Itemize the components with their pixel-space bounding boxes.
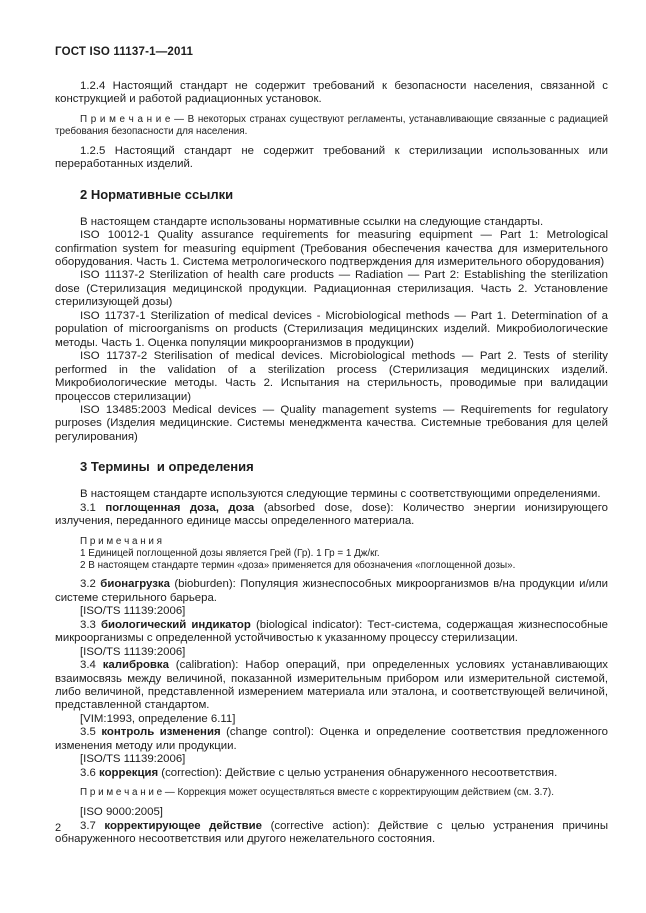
section-3-heading: 3 Термины и определения <box>80 459 254 475</box>
paragraph-1-2-4: 1.2.4 Настоящий стандарт не содержит требований к безопасности населения, связанной с конструкцией и работой радиационных установок. <box>55 80 608 106</box>
term-3-1-definition: (absorbed dose, dose): Количество энергии ионизирующего излучения, переданного единице массы определенного материала. <box>55 501 608 528</box>
paragraph-1-2-5: 1.2.5 Настоящий стандарт не содержит требований к стерилизации использованных или переработанных изделий. <box>55 144 608 171</box>
term-3-4 <box>55 659 608 713</box>
term-3-2-source: [ISO/TS 11139:2006] <box>80 605 186 618</box>
term-3-3-number: 3.3 <box>80 618 96 631</box>
term-3-4-label: калибровка <box>102 659 169 672</box>
term-3-1-label: поглощенная доза, доза <box>105 501 255 514</box>
note-1-2-4: П р и м е ч а н и е — В некоторых странах существуют регламенты, устанавливающие связанные с радиацией требования безопасности для населения. <box>55 113 608 137</box>
term-3-7-number: 3.7 <box>80 819 96 832</box>
term-3-5-source: [ISO/TS 11139:2006] <box>80 753 186 766</box>
term-3-7 <box>55 820 608 847</box>
note-item-1: 1 Единицей поглощенной дозы является Грей (Гр). 1 Гр = 1 Дж/кг. <box>80 547 380 559</box>
term-3-1-notes <box>55 536 608 572</box>
term-3-5-label: контроль изменения <box>101 726 221 739</box>
term-3-2-label: бионагрузка <box>100 578 170 591</box>
term-3-6 <box>55 767 608 780</box>
term-3-7-definition: (corrective action): Действие с целью устранения причины обнаруженного несоответствия или другого нежелательного состояния. <box>55 819 609 846</box>
section-3-intro: В настоящем стандарте используются следующие термины с соответствующими определениями. <box>80 488 601 501</box>
term-3-4-number: 3.4 <box>80 659 96 672</box>
term-3-2-number: 3.2 <box>80 578 96 591</box>
term-3-1-number: 3.1 <box>80 501 96 514</box>
reference-iso-11737-1: ISO 11737-1 Sterilization of medical devices - Microbiological methods — Part 1. Determination of a population of microorganisms on products (Стерилизация медицинских изделий. Микробиологические методы. Часть 1. Оценка популяции микроорганизмов в продукции) <box>55 309 608 349</box>
notes-title: П р и м е ч а н и я <box>80 535 163 547</box>
term-3-3-definition: (biological indicator): Тест-система, содержащая жизнеспособные микроорганизмы с определенной устойчивостью к указанному процессу стерилизации. <box>55 618 608 645</box>
term-3-6-label: коррекция <box>99 766 159 779</box>
reference-iso-10012-1: ISO 10012-1 Quality assurance requirements for measuring equipment — Part 1: Metrological confirmation system for measuring equipment (Требования обеспечения качества для измерительного оборудования. Часть 1. Система метрологического подтверждения для измерительного оборудования) <box>55 229 608 268</box>
term-3-3-label: биологический индикатор <box>100 618 251 631</box>
term-3-2-definition: (bioburden): Популяция жизнеспособных микроорганизмов в/на продукции и/или системе стерильного барьера. <box>55 578 608 604</box>
term-3-6-source: [ISO 9000:2005] <box>80 806 163 819</box>
section-2-heading: 2 Нормативные ссылки <box>80 186 234 202</box>
term-3-3-source: [ISO/TS 11139:2006] <box>80 645 186 658</box>
section-2-intro: В настоящем стандарте использованы нормативные ссылки на следующие стандарты. <box>80 215 544 228</box>
term-3-5 <box>55 726 608 753</box>
term-3-5-number: 3.5 <box>80 726 96 739</box>
term-3-6-definition: (correction): Действие с целью устранения обнаруженного несоответствия. <box>158 766 558 779</box>
term-3-3 <box>55 619 608 646</box>
reference-iso-11137-2: ISO 11137-2 Sterilization of health care products — Radiation — Part 2: Establishing the sterilization dose (Стерилизация медицинской продукции. Радиационная стерилизация. Часть 2. Установление стерилизующей дозы) <box>55 269 608 309</box>
term-3-1 <box>55 502 608 529</box>
term-3-2 <box>55 578 608 605</box>
note-3-6: П р и м е ч а н и е — Коррекция может осуществляться вместе с корректирующим действием (см. 3.7). <box>80 787 554 799</box>
term-3-7-label: корректирующее действие <box>104 819 263 832</box>
page-number: 2 <box>55 822 62 834</box>
reference-iso-13485: ISO 13485:2003 Medical devices — Quality management systems — Requirements for regulatory purposes (Изделия медицинские. Системы менеджмента качества. Системные требования для целей регулирования) <box>55 403 608 443</box>
note-item-2: 2 В настоящем стандарте термин «доза» применяется для обозначения «поглощенной дозы». <box>80 559 516 571</box>
term-3-4-definition: (calibration): Набор операций, при определенных условиях устанавливающих взаимосвязь между величиной, показанной измерительным прибором или измерительной системой, либо величиной, представленной измерением материала или эталона, и соответствующей величиной, представленной стандартом. <box>55 659 608 712</box>
term-3-6-number: 3.6 <box>80 766 96 779</box>
page-header: ГОСТ ISO 11137-1—2011 <box>55 46 194 58</box>
term-3-5-definition: (change control): Оценка и определение соответствия предложенного изменения методу или продукции. <box>55 726 608 752</box>
reference-iso-11737-2: ISO 11737-2 Sterilisation of medical devices. Microbiological methods — Part 2. Tests of sterility performed in the validation of a sterilization process (Стерилизация медицинских изделий. Микробиологические методы. Часть 2. Испытания на стерильность, проводимые при валидации процессов стерилизации) <box>55 350 608 403</box>
term-3-4-source: [VIM:1993, определение 6.11] <box>80 712 236 725</box>
